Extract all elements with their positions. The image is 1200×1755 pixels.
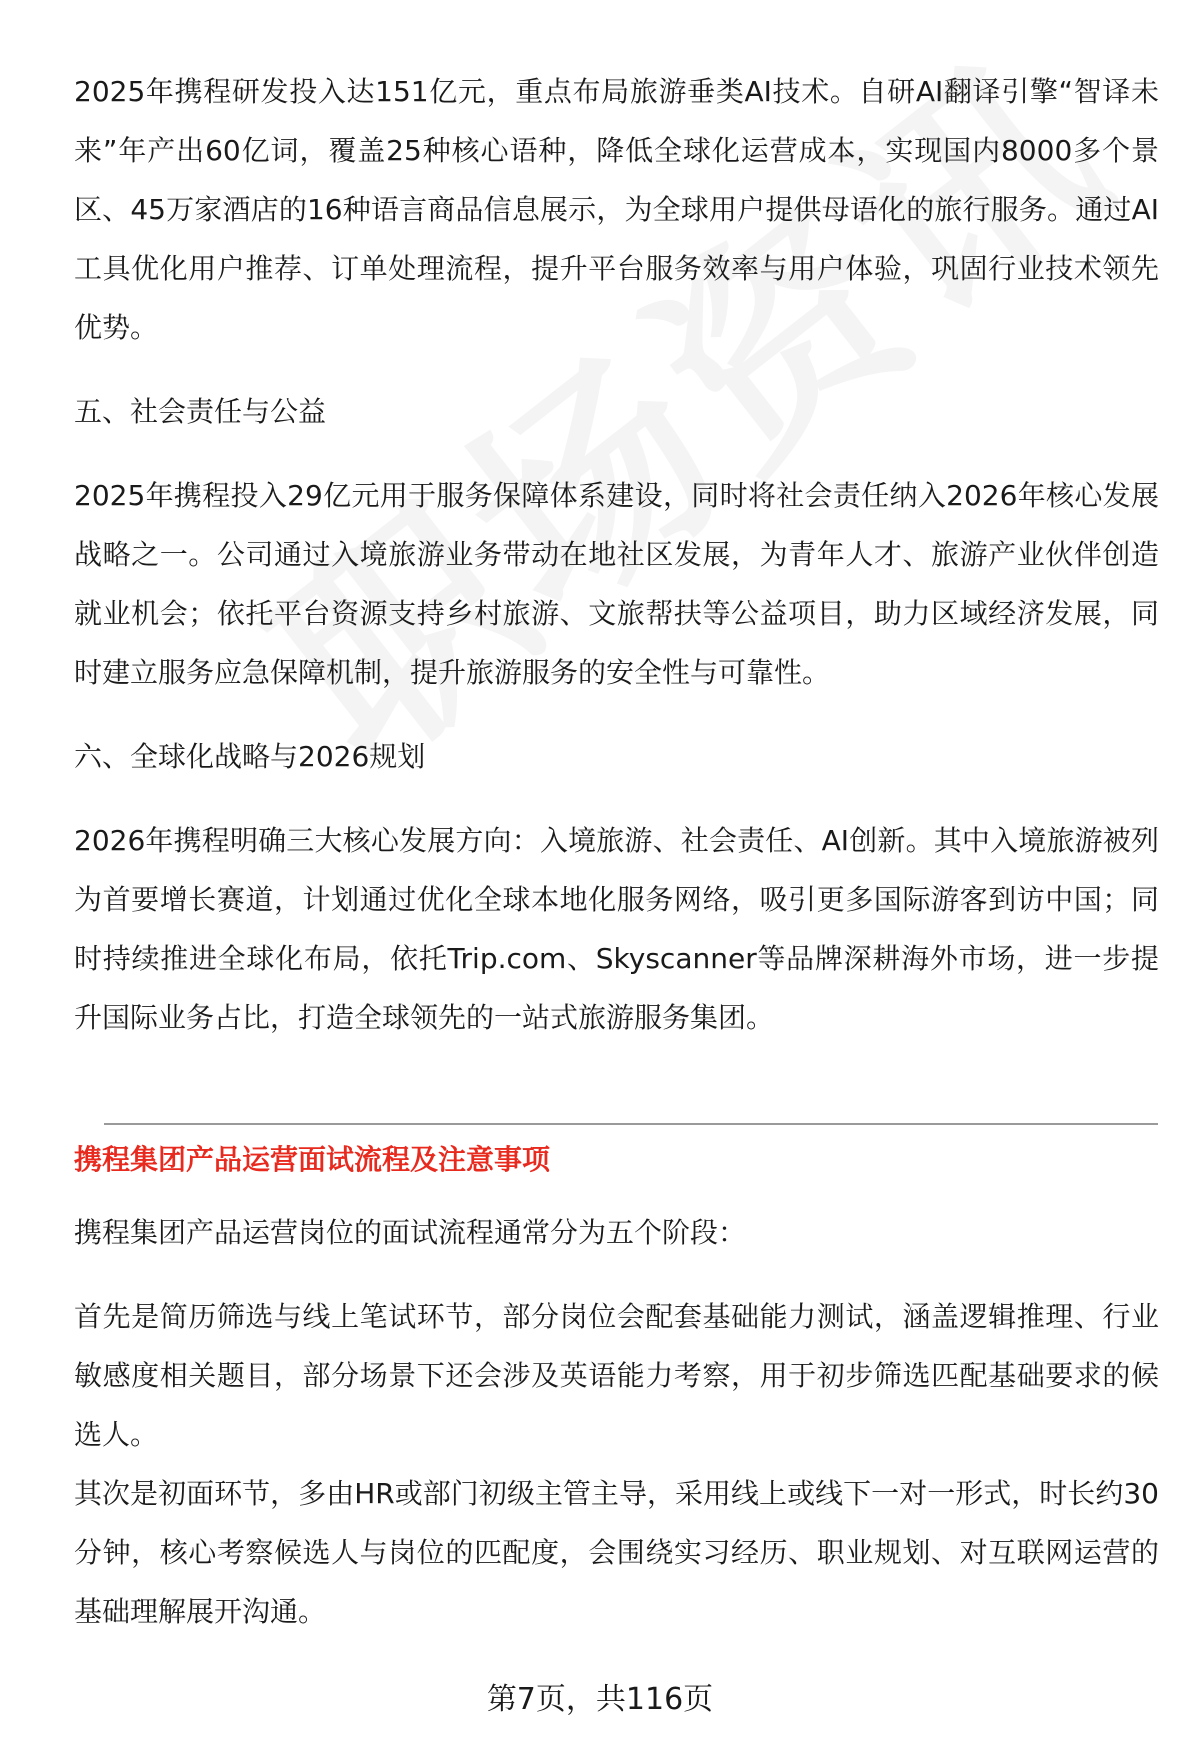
- section-heading-social: 五、社会责任与公益: [74, 395, 327, 428]
- interview-intro: 携程集团产品运营岗位的面试流程通常分为五个阶段：: [74, 1216, 747, 1249]
- global-paragraph: 2026年携程明确三大核心发展方向：入境旅游、社会责任、AI创新。其中入境旅游被列为首要增长赛道，计划通过优化全球本地化服务网络，吸引更多国际游客到访中国；同时持续推进全球化布局，依托Trip.com、Skyscanner等品牌深耕海外市场，进一步提升国际业务占比，打造全球领先的一站式旅游服务集团。: [74, 824, 1159, 1034]
- interview-stage-1: 首先是简历筛选与线上笔试环节，部分岗位会配套基础能力测试，涵盖逻辑推理、行业敏感度相关题目，部分场景下还会涉及英语能力考察，用于初步筛选匹配基础要求的候选人。: [74, 1300, 1159, 1451]
- social-paragraph: 2025年携程投入29亿元用于服务保障体系建设，同时将社会责任纳入2026年核心发展战略之一。公司通过入境旅游业务带动在地社区发展，为青年人才、旅游产业伙伴创造就业机会；依托平台资源支持乡村旅游、文旅帮扶等公益项目，助力区域经济发展，同时建立服务应急保障机制，提升旅游服务的安全性与可靠性。: [74, 479, 1159, 689]
- section-heading-global: 六、全球化战略与2026规划: [74, 740, 426, 773]
- main-content: [74, 62, 1159, 1072]
- rd-paragraph: 2025年携程研发投入达151亿元，重点布局旅游垂类AI技术。自研AI翻译引擎“智译未来”年产出60亿词，覆盖25种核心语种，降低全球化运营成本，实现国内8000多个景区、45万家酒店的16种语言商品信息展示，为全球用户提供母语化的旅行服务。通过AI工具优化用户推荐、订单处理流程，提升平台服务效率与用户体验，巩固行业技术领先优势。: [74, 75, 1159, 344]
- interview-title: 携程集团产品运营面试流程及注意事项: [74, 1143, 551, 1176]
- interview-stage-2: 其次是初面环节，多由HR或部门初级主管主导，采用线上或线下一对一形式，时长约30分钟，核心考察候选人与岗位的匹配度，会围绕实习经历、职业规划、对互联网运营的基础理解展开沟通。: [74, 1477, 1159, 1628]
- interview-content: [74, 1203, 1159, 1641]
- section-divider: [104, 1123, 1158, 1125]
- page-number: 第7页，共116页: [486, 1682, 714, 1717]
